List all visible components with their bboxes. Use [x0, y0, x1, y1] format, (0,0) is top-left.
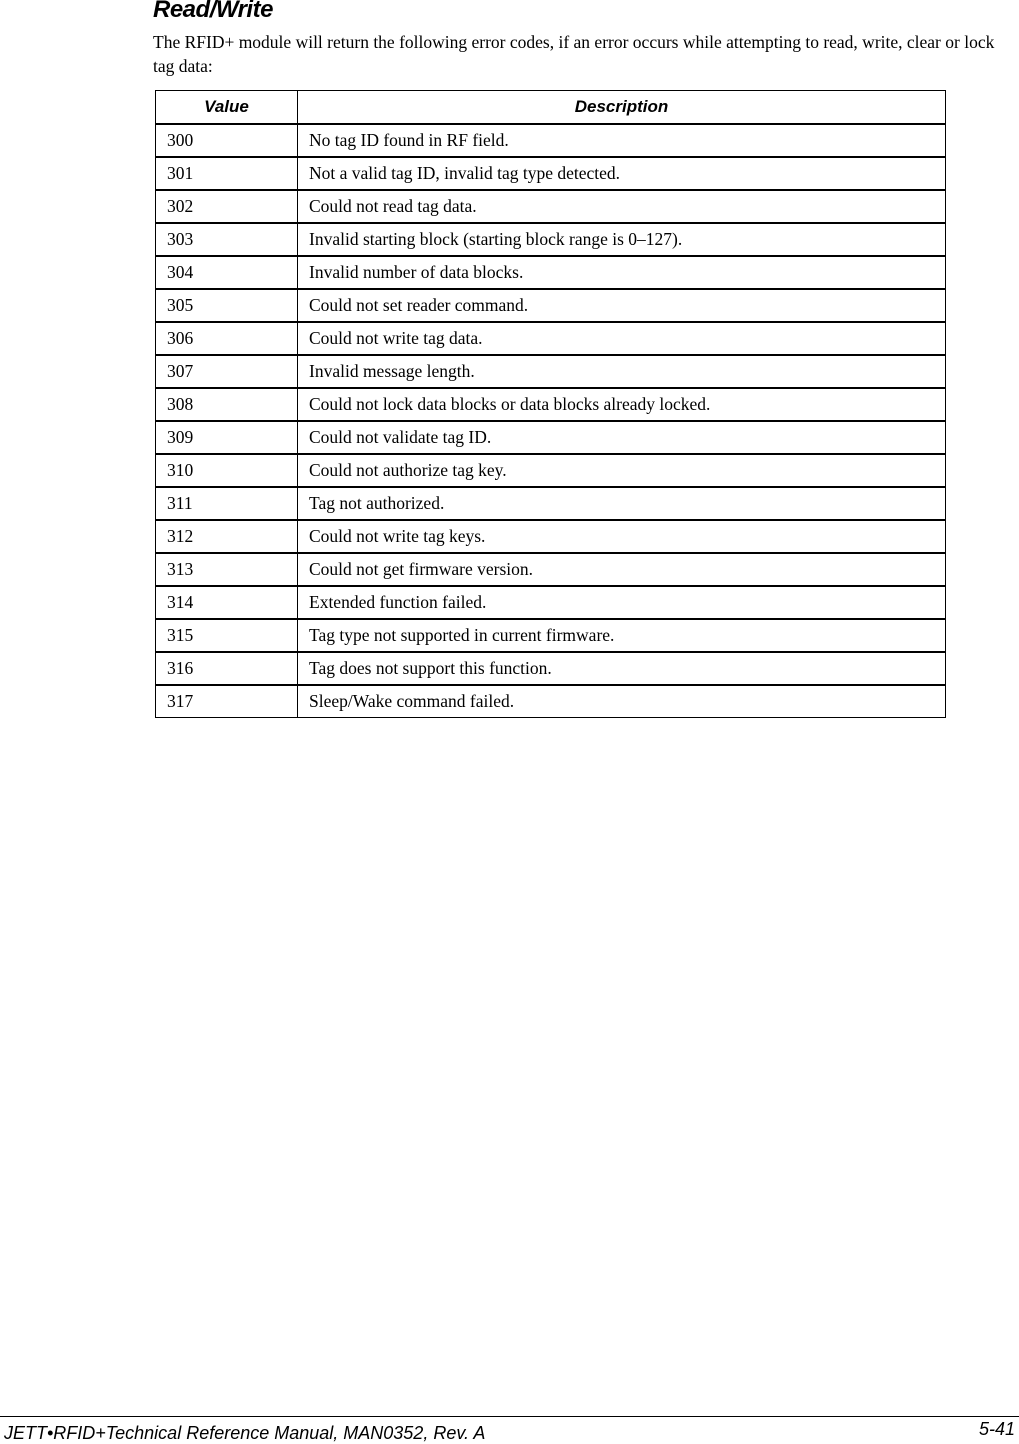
- error-description: No tag ID found in RF field.: [298, 124, 946, 157]
- error-description: Could not read tag data.: [298, 190, 946, 223]
- error-code: 313: [156, 553, 298, 586]
- error-description: Not a valid tag ID, invalid tag type detected.: [298, 157, 946, 190]
- error-description: Could not set reader command.: [298, 289, 946, 322]
- value-column-header: Value: [156, 91, 298, 125]
- error-code: 317: [156, 685, 298, 718]
- intro-paragraph: The RFID+ module will return the following error codes, if an error occurs while attempting to read, write, clear or lock tag data:: [153, 32, 995, 76]
- table-row: [156, 355, 946, 388]
- error-description: Tag type not supported in current firmware.: [298, 619, 946, 652]
- table-row: [156, 190, 946, 223]
- table-header-row: [156, 91, 946, 125]
- error-description: Could not get firmware version.: [298, 553, 946, 586]
- error-description: Invalid starting block (starting block range is 0–127).: [298, 223, 946, 256]
- table-row: [156, 223, 946, 256]
- table-row: [156, 454, 946, 487]
- error-code: 309: [156, 421, 298, 454]
- error-description: Could not lock data blocks or data blocks already locked.: [298, 388, 946, 421]
- error-description: Could not validate tag ID.: [298, 421, 946, 454]
- error-description: Tag does not support this function.: [298, 652, 946, 685]
- table-row: [156, 289, 946, 322]
- error-code: 314: [156, 586, 298, 619]
- table-row: [156, 685, 946, 718]
- error-code-table: [155, 90, 946, 718]
- table-row: [156, 322, 946, 355]
- error-description: Invalid number of data blocks.: [298, 256, 946, 289]
- error-code: 303: [156, 223, 298, 256]
- error-code: 301: [156, 157, 298, 190]
- error-code: 307: [156, 355, 298, 388]
- section-title: Read/Write: [153, 0, 273, 23]
- error-code: 305: [156, 289, 298, 322]
- table-body: [156, 124, 946, 718]
- table-row: [156, 421, 946, 454]
- table-row: [156, 124, 946, 157]
- error-description: Extended function failed.: [298, 586, 946, 619]
- description-column-header: Description: [298, 91, 946, 125]
- footer-divider: [0, 1416, 1019, 1417]
- error-code: 311: [156, 487, 298, 520]
- table-row: [156, 652, 946, 685]
- error-code: 304: [156, 256, 298, 289]
- error-description: Invalid message length.: [298, 355, 946, 388]
- error-description: Could not write tag keys.: [298, 520, 946, 553]
- error-code: 306: [156, 322, 298, 355]
- error-code: 316: [156, 652, 298, 685]
- error-code: 310: [156, 454, 298, 487]
- table-row: [156, 553, 946, 586]
- table-row: [156, 487, 946, 520]
- error-code: 302: [156, 190, 298, 223]
- table-row: [156, 157, 946, 190]
- error-code: 315: [156, 619, 298, 652]
- table-row: [156, 520, 946, 553]
- error-description: Could not write tag data.: [298, 322, 946, 355]
- table-row: [156, 388, 946, 421]
- table-row: [156, 619, 946, 652]
- error-description: Sleep/Wake command failed.: [298, 685, 946, 718]
- table-row: [156, 256, 946, 289]
- error-code: 312: [156, 520, 298, 553]
- footer-page-number: 5-41: [978, 1419, 1015, 1439]
- error-code: 308: [156, 388, 298, 421]
- error-description: Tag not authorized.: [298, 487, 946, 520]
- footer-manual-title: JETT•RFID+Technical Reference Manual, MAN0352, Rev. A: [4, 1423, 486, 1443]
- error-description: Could not authorize tag key.: [298, 454, 946, 487]
- table-row: [156, 586, 946, 619]
- error-code: 300: [156, 124, 298, 157]
